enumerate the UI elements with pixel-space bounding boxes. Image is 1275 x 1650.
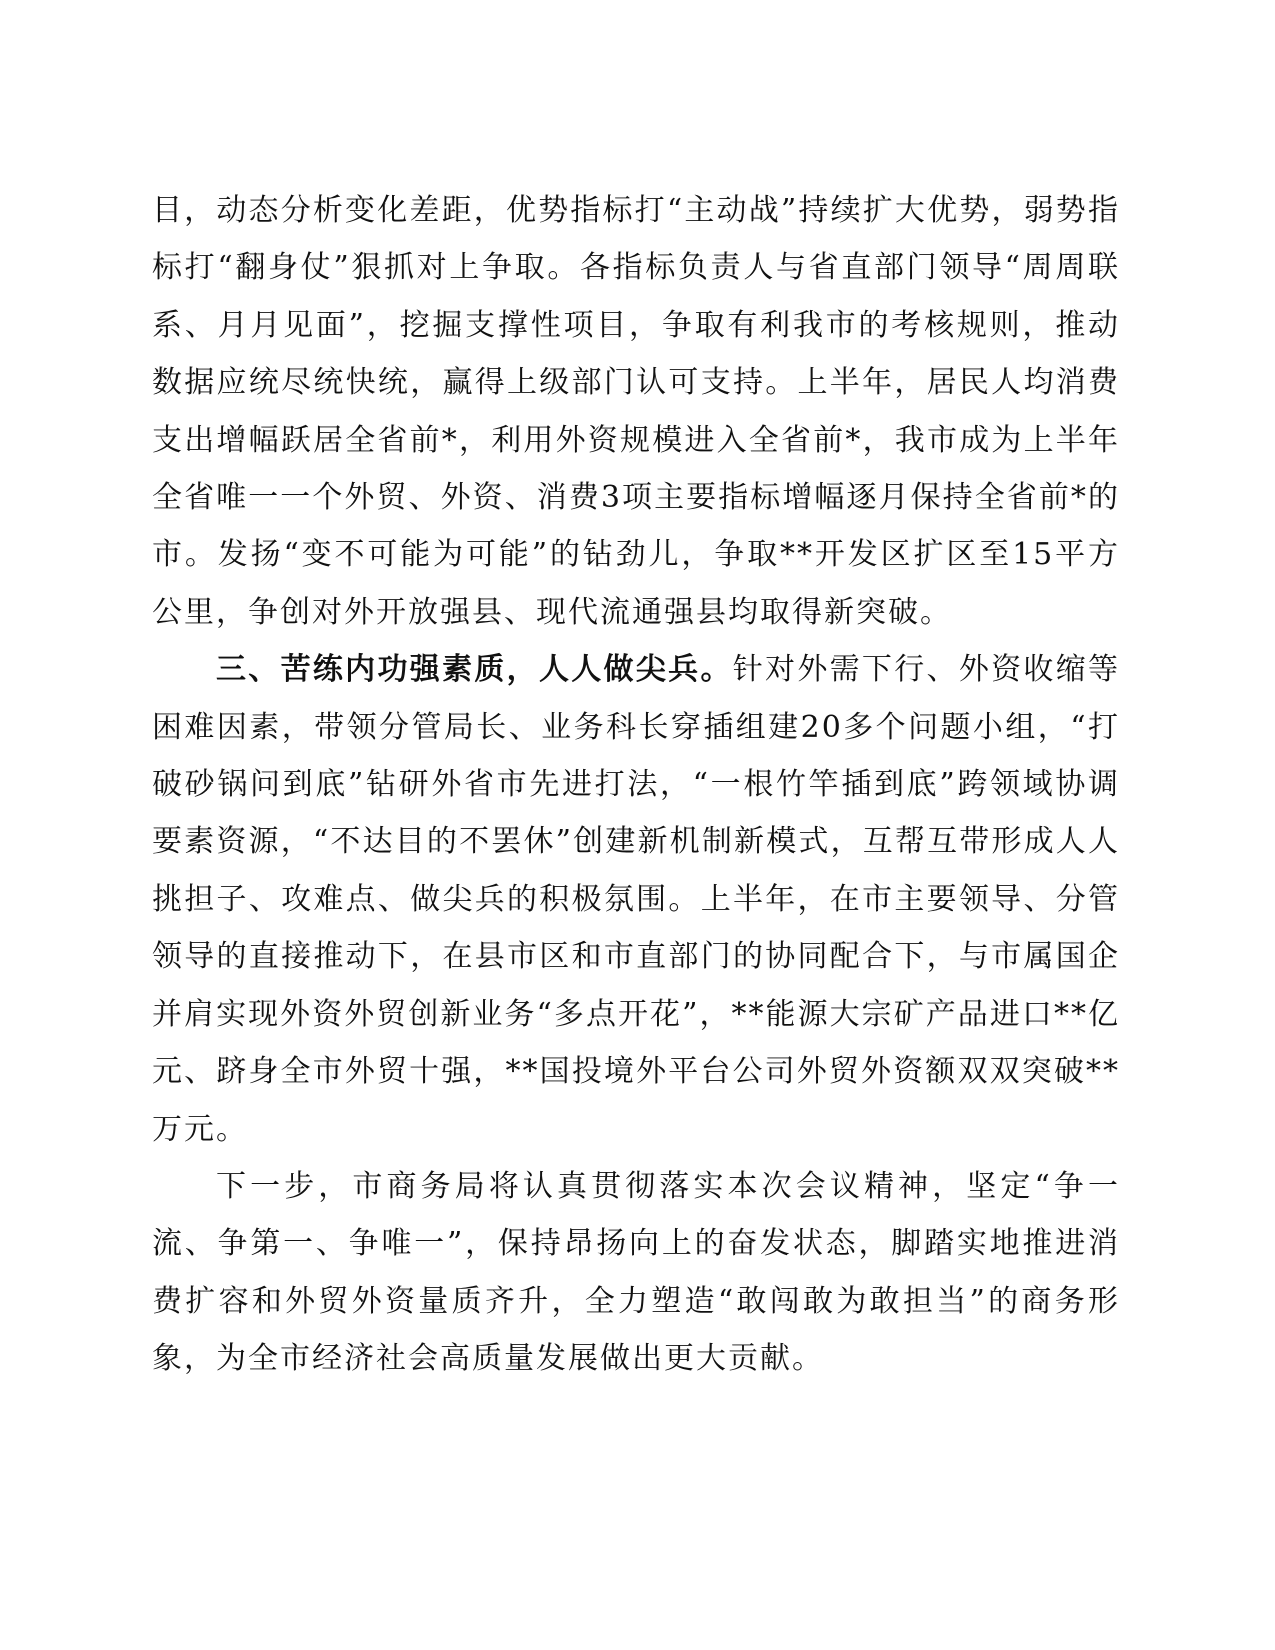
document-body	[152, 182, 1120, 1388]
paragraph-section-three	[152, 641, 1120, 1158]
paragraph-next-step	[152, 1158, 1120, 1388]
paragraph-continued	[152, 182, 1120, 641]
paragraph-text: 针对外需下行、外资收缩等困难因素，带领分管局长、业务科长穿插组建20多个问题小组，“打破砂锅问到底”钻研外省市先进打法，“一根竹竿插到底”跨领域协调要素资源，“不达目的不罢休”创建新机制新模式，互帮互带形成人人挑担子、攻难点、做尖兵的积极氛围。上半年，在市主要领导、分管领导的直接推动下，在县市区和市直部门的协同配合下，与市属国企并肩实现外资外贸创新业务“多点开花”，**能源大宗矿产品进口**亿元、跻身全市外贸十强，**国投境外平台公司外贸外资额双双突破**万元。	[152, 652, 1121, 1147]
paragraph-text: 目，动态分析变化差距，优势指标打“主动战”持续扩大优势，弱势指标打“翻身仗”狠抓对上争取。各指标负责人与省直部门领导“周周联系、月月见面”，挖掘支撑性项目，争取有利我市的考核规则，推动数据应统尽统快统，赢得上级部门认可支持。上半年，居民人均消费支出增幅跃居全省前*，利用外资规模进入全省前*，我市成为上半年全省唯一一个外贸、外资、消费3项主要指标增幅逐月保持全省前*的市。发扬“变不可能为可能”的钻劲儿，争取**开发区扩区至15平方公里，争创对外开放强县、现代流通强县均取得新突破。	[152, 193, 1120, 630]
section-heading: 三、苦练内功强素质，人人做尖兵。	[216, 652, 733, 688]
paragraph-text: 下一步，市商务局将认真贯彻落实本次会议精神，坚定“争一流、争第一、争唯一”，保持昂扬向上的奋发状态，脚踏实地推进消费扩容和外贸外资量质齐升，全力塑造“敢闯敢为敢担当”的商务形象，为全市经济社会高质量发展做出更大贡献。	[152, 1168, 1120, 1377]
